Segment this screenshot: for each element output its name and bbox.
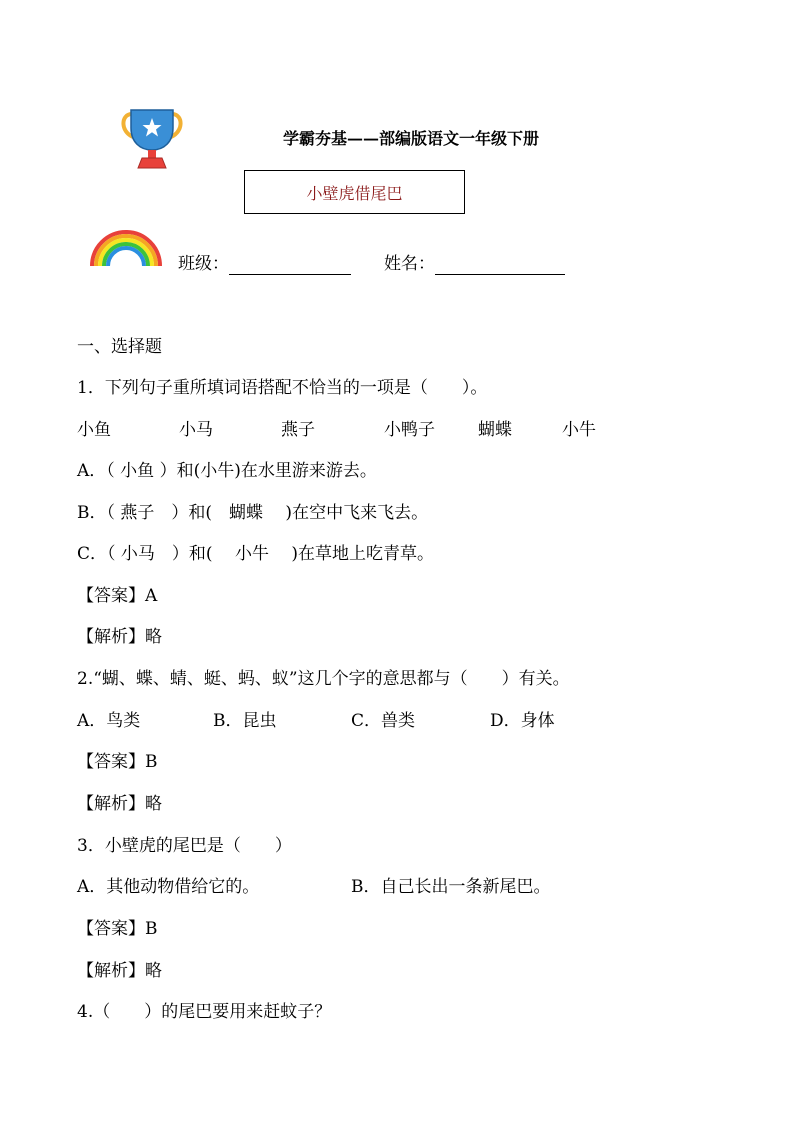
lesson-title-box xyxy=(244,170,465,214)
q2-analysis: 【解析】略 xyxy=(77,794,162,814)
q2-stem: 2.“蝴、蝶、蜻、蜓、蚂、蚁”这几个字的意思都与（ ）有关。 xyxy=(77,669,570,689)
class-field[interactable] xyxy=(229,256,351,275)
q1-word: 燕子 xyxy=(281,420,315,440)
q1-stem: 1．下列句子重所填词语搭配不恰当的一项是（ ）。 xyxy=(77,378,488,398)
q3-stem: 3．小壁虎的尾巴是（ ） xyxy=(77,836,292,856)
lesson-title: 小壁虎借尾巴 xyxy=(306,183,403,203)
trophy-icon xyxy=(118,106,186,170)
name-field[interactable] xyxy=(435,256,565,275)
q1-word: 小马 xyxy=(179,420,213,440)
q3-option: A．其他动物借给它的。 xyxy=(77,877,260,897)
q2-option: C．兽类 xyxy=(351,711,416,731)
section-title: 一、选择题 xyxy=(77,337,162,357)
q2-option: D．身体 xyxy=(490,711,555,731)
q1-option-b: B．（ 燕子 ）和( 蝴蝶 )在空中飞来飞去。 xyxy=(77,503,429,523)
q1-analysis: 【解析】略 xyxy=(77,627,162,647)
q3-answer: 【答案】B xyxy=(77,919,158,939)
q1-answer: 【答案】A xyxy=(77,586,158,606)
q1-word: 小鸭子 xyxy=(384,420,435,440)
q4-stem: 4.（ ）的尾巴要用来赶蚊子？ xyxy=(77,1002,332,1022)
q1-option-a: A．（ 小鱼 ）和(小牛)在水里游来游去。 xyxy=(77,461,377,481)
q2-answer: 【答案】B xyxy=(77,752,158,772)
q2-option: A．鸟类 xyxy=(77,711,141,731)
class-label: 班级： xyxy=(178,254,229,274)
series-title: 学霸夯基——部编版语文一年级下册 xyxy=(283,129,540,148)
name-label: 姓名： xyxy=(384,254,435,274)
q1-word: 小鱼 xyxy=(77,420,111,440)
q1-word: 小牛 xyxy=(562,420,596,440)
q3-option: B．自己长出一条新尾巴。 xyxy=(351,877,551,897)
rainbow-icon xyxy=(88,226,164,268)
q1-word: 蝴蝶 xyxy=(478,420,512,440)
q1-option-c: C．（ 小马 ）和( 小牛 )在草地上吃青草。 xyxy=(77,544,434,564)
q3-analysis: 【解析】略 xyxy=(77,961,162,981)
q2-option: B．昆虫 xyxy=(213,711,277,731)
